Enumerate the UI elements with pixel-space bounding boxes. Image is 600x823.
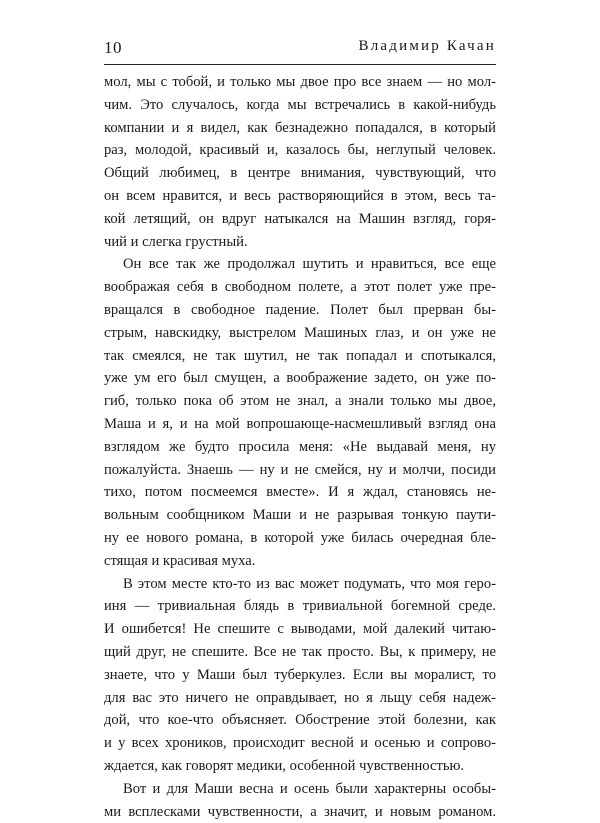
text-line: воображая себя в свободном полете, а этот полет уже пре-: [104, 276, 496, 299]
body-text: [104, 71, 496, 823]
text-line: щий друг, не спешите. Все не так просто. Вы, к примеру, не: [104, 641, 496, 664]
text-line: и у всех хроников, происходит весной и осенью и сопрово-: [104, 732, 496, 755]
text-line: мол, мы с тобой, и только мы двое про все знаем — но мол-: [104, 71, 496, 94]
text-line: чим. Это случалось, когда мы встречались в какой-нибудь: [104, 94, 496, 117]
text-line: ждается, как говорят медики, особенной чувственностью.: [104, 755, 496, 778]
text-line: раз, молодой, красивый и, казалось бы, неглупый человек.: [104, 139, 496, 162]
text-line: он всем нравится, и весь растворяющийся в этом, весь та-: [104, 185, 496, 208]
text-line: уже ум его был смущен, а воображение задето, он уже по-: [104, 367, 496, 390]
text-line: дой, что кое-что объясняет. Обострение этой болезни, как: [104, 709, 496, 732]
text-line: чий и слегка грустный.: [104, 231, 496, 254]
text-line: так смеялся, не так шутил, не так попадал и спотыкался,: [104, 345, 496, 368]
text-line: стящая и красивая муха.: [104, 550, 496, 573]
text-line: Вот и для Маши весна и осень были характерны особы-: [104, 778, 496, 801]
text-line: иня — тривиальная блядь в тривиальной богемной среде.: [104, 595, 496, 618]
text-line: для вас это ничего не оправдывает, но я льщу себя надеж-: [104, 687, 496, 710]
text-line: тихо, потом посмеемся вместе». И я ждал, становясь не-: [104, 481, 496, 504]
text-line: вольным сообщником Маши и не разрывая тонкую паути-: [104, 504, 496, 527]
text-line: В этом месте кто-то из вас может подумать, что моя геро-: [104, 573, 496, 596]
text-line: взглядом же будто просила меня: «Не выдавай меня, ну: [104, 436, 496, 459]
text-line: знаете, что у Маши был туберкулез. Если вы моралист, то: [104, 664, 496, 687]
text-line: Общий любимец, в центре внимания, чувствующий, что: [104, 162, 496, 185]
text-line: Маша и я, и на мой вопрошающе-насмешливый взгляд она: [104, 413, 496, 436]
page-number: 10: [104, 38, 122, 58]
text-line: стрым, навскидку, выстрелом Машиных глаз, и он уже не: [104, 322, 496, 345]
text-line: кой летящий, он вдруг натыкался на Машин взгляд, горя-: [104, 208, 496, 231]
text-line: пожалуйста. Знаешь — ну и не смейся, ну и молчи, посиди: [104, 459, 496, 482]
text-line: Он все так же продолжал шутить и нравиться, все еще: [104, 253, 496, 276]
text-line: И ошибется! Не спешите с выводами, мой далекий читаю-: [104, 618, 496, 641]
text-line: компании и я видел, как безнадежно попадался, в который: [104, 117, 496, 140]
text-line: ну ее нового романа, в которой уже билась очередная бле-: [104, 527, 496, 550]
running-head-author: Владимир Качан: [359, 38, 496, 55]
text-line: вращался в свободное падение. Полет был прерван бы-: [104, 299, 496, 322]
text-line: гиб, только пока об этом не знал, а знали только мы двое,: [104, 390, 496, 413]
text-line: ми всплесками чувственности, а значит, и новым романом.: [104, 801, 496, 823]
header-rule: [104, 64, 496, 65]
